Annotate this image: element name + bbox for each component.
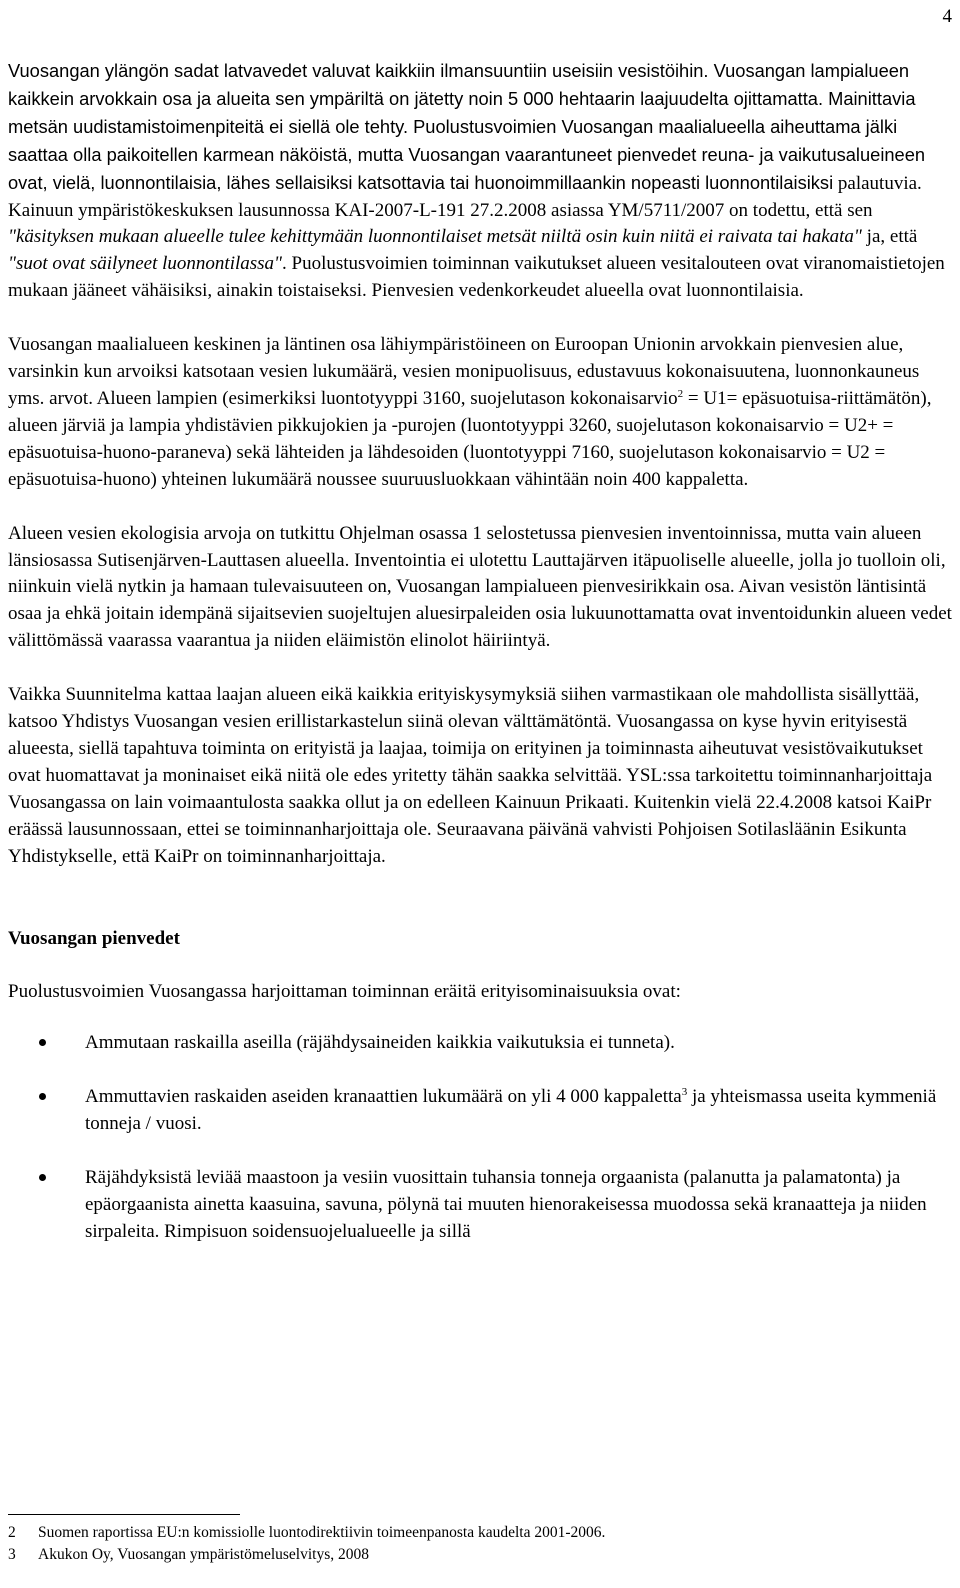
paragraph-1 <box>8 58 953 305</box>
list-item <box>8 1083 953 1137</box>
paragraph-2-text-a: Vuosangan maalialueen keskinen ja läntinen osa lähiympäristöineen on Euroopan Unionin arvokkain pienvesien alue, varsinkin kun arvoiksi katsotaan vesien lukumäärä, vesien monipuolisuus, edustavuus kokonaisuutena, luonnonkauneus yms. arvot. Alueen lampien (esimerkiksi luontotyyppi 3160, suojelutason kokonaisarvio <box>8 334 920 409</box>
quote-1: "käsityksen mukaan alueelle tulee kehittymään luonnontilaiset metsät niiltä osin kuin niitä ei raivata tai hakata" <box>8 226 862 248</box>
list-item-text-a: Ammuttavien raskaiden aseiden kranaattien lukumäärä on yli 4 000 kappaletta <box>85 1086 682 1108</box>
footnote <box>8 1522 948 1544</box>
footnote-text: Akukon Oy, Vuosangan ympäristömeluselvitys, 2008 <box>38 1546 370 1563</box>
paragraph-1-mid: ja, että <box>861 226 918 248</box>
paragraph-1-serif-text: palautuvia. Kainuun ympäristökeskuksen lausunnossa KAI-2007-L-191 27.2.2008 asiassa YM/5711/2007 on todettu, että sen <box>8 172 922 221</box>
list-item-text-b: ja yhteismassa useita kymmeniä tonneja / vuosi. <box>85 1086 937 1135</box>
bullet-list <box>8 1029 953 1245</box>
quote-2: "suot ovat säilyneet luonnontilassa" <box>8 253 283 275</box>
paragraph-4: Vaikka Suunnitelma kattaa laajan alueen eikä kaikkia erityiskysymyksiä siihen varmastikaan ole mahdollista sisällyttää, katsoo Yhdistys Vuosangan vesien erillistarkastelun siinä olevan välttämätöntä. Vuosangassa on kyse hyvin erityisestä alueesta, siellä tapahtuva toiminta on erityistä ja laajaa, toimija on erityinen ja toiminnasta aiheutuvat vesistövaikutukset ovat huomattavat ja moninaiset eikä niitä ole edes yritetty tähän saakka selvittää. YSL:ssa tarkoitettu toiminnanharjoittaja Vuosangassa on lain voimaantulosta saakka ollut ja on edelleen Kainuun Prikaati. Kuitenkin vielä 22.4.2008 katsoi KaiPr eräässä lausunnossaan, ettei se toiminnanharjoittaja ole. Seuraavana päivänä vahvisti Pohjoisen Sotilasläänin Esikunta Yhdistykselle, että KaiPr on toiminnanharjoittaja. <box>8 684 933 867</box>
footnote-ref-3: 3 <box>681 1086 688 1099</box>
footnote <box>8 1544 948 1566</box>
paragraph-1-end: . Puolustusvoimien toiminnan vaikutukset alueen vesitalouteen ovat viranomaistietojen mukaan jääneet vähäisiksi, ainakin toistaiseksi. Pienvesien vedenkorkeudet alueella ovat luonnontilaisia. <box>8 253 945 302</box>
bullet-icon <box>39 1174 46 1181</box>
section-heading: Vuosangan pienvedet <box>8 928 180 950</box>
footnote-divider <box>8 1514 240 1515</box>
intro-paragraph: Puolustusvoimien Vuosangassa harjoittaman toiminnan eräitä erityisominaisuuksia ovat: <box>8 981 681 1003</box>
document-body <box>8 58 953 1245</box>
list-item <box>8 1029 953 1056</box>
bullet-icon <box>39 1093 46 1100</box>
footnote-number: 2 <box>8 1524 16 1541</box>
list-item-text: Ammutaan raskailla aseilla (räjähdysaineiden kaikkia vaikutuksia ei tunneta). <box>85 1032 675 1054</box>
footnote-text: Suomen raportissa EU:n komissiolle luontodirektiivin toimeenpanosta kaudelta 2001-2006. <box>38 1524 606 1541</box>
paragraph-2-text-b: = U1= epäsuotuisa-riittämätön), alueen järviä ja lampia yhdistävien pikkujokien ja -purojen (luontotyyppi 3260, suojelutason kokonaisarvio = U2+ = epäsuotuisa-huono-paraneva) sekä lähteiden ja lähdesoiden (luontotyyppi 7160, suojelutason kokonaisarvio = U2 = epäsuotuisa-huono) yhteinen lukumäärä noussee suuruusluokkaan vähintään noin 400 kappaletta. <box>8 387 932 490</box>
page-number: 4 <box>942 6 952 27</box>
paragraph-1-sans-text: Vuosangan ylängön sadat latvavedet valuvat kaikkiin ilmansuuntiin useisiin vesistöihin. Vuosangan lampialueen kaikkein arvokkain osa ja alueita sen ympäriltä on jätetty noin 5 000 hehtaarin laajuudelta ojittamatta. Mainittavia metsän uudistamistoimenpiteitä ei siellä ole tehty. Puolustusvoimien Vuosangan maalialueella aiheuttama jälki saattaa olla paikoitellen karmean näköistä, mutta Vuosangan vaarantuneet pienvedet reuna- ja vaikutusalueineen ovat, vielä, luonnontilaisia, lähes sellaisiksi katsottavia tai huonoimmillaankin nopeasti luonnontilaisiksi <box>8 60 926 193</box>
paragraph-3: Alueen vesien ekologisia arvoja on tutkittu Ohjelman osassa 1 selostetussa pienvesien inventoinnissa, mutta vain alueen länsiosassa Sutisenjärven-Lauttasen alueella. Inventointia ei ulotettu Lauttajärven itäpuoliselle alueelle, jolla jo tuolloin oli, niinkuin vielä nytkin ja hamaan tulevaisuuteen on, Vuosangan lampialueen pienvesirikkain osa. Aivan vesistön läntisintä osaa ja ehkä joitain idempänä sijaitsevien suojeltujen aluesirpaleiden osia lukuunottamatta ovat inventoidunkin alueen vedet välittömässä vaarassa vaarantua ja niiden eläimistön elinolot häiriintyä. <box>8 522 952 652</box>
list-item-text: Räjähdyksistä leviää maastoon ja vesiin vuosittain tuhansia tonneja orgaanista (palanutta ja palamatonta) ja epäorgaanista ainetta kaasuina, savuna, pölynä tai muuten hienorakeisessa muodossa sekä kranaatteja ja niiden sirpaleita. Rimpisuon soidensuojelualueelle ja sillä <box>85 1167 927 1243</box>
list-item <box>8 1164 953 1245</box>
footnotes <box>8 1522 948 1566</box>
footnote-ref-2: 2 <box>677 387 684 400</box>
bullet-icon <box>39 1039 46 1046</box>
paragraph-2 <box>8 332 953 493</box>
footnote-number: 3 <box>8 1546 16 1563</box>
